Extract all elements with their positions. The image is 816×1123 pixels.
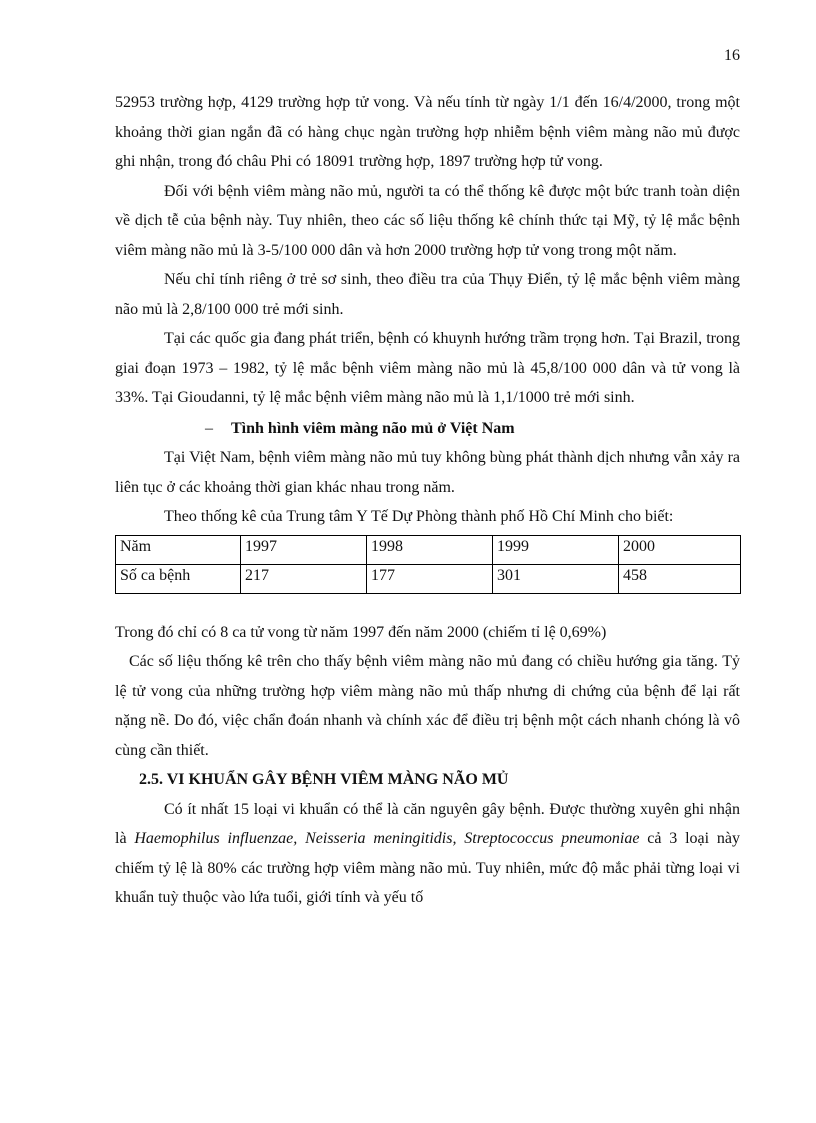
section-heading: 2.5. VI KHUẨN GÂY BỆNH VIÊM MÀNG NÃO MỦ xyxy=(139,771,509,788)
paragraph xyxy=(115,795,740,913)
paragraph: Tại các quốc gia đang phát triển, bệnh có khuynh hướng trầm trọng hơn. Tại Brazil, trong giai đoạn 1973 – 1982, tỷ lệ mắc bệnh viêm màng não mủ là 45,8/100 000 dân và tử vong là 33%. Tại Gioudanni, tỷ lệ mắc bệnh viêm màng não mủ là 1,1/1000 trẻ mới sinh. xyxy=(115,330,740,406)
table-header-row xyxy=(116,535,741,564)
table-cell: 458 xyxy=(619,564,741,593)
paragraph: Tại Việt Nam, bệnh viêm màng não mủ tuy không bùng phát thành dịch nhưng vẫn xảy ra liên tục ở các khoảng thời gian khác nhau trong năm. xyxy=(115,449,740,496)
species-names: Haemophilus influenzae, Neisseria meningitidis, Streptococcus pneumoniae xyxy=(134,830,640,847)
cases-table xyxy=(115,535,741,594)
table-cell: 177 xyxy=(367,564,493,593)
table-cell: 217 xyxy=(241,564,367,593)
table-cell: 1999 xyxy=(493,535,619,564)
bullet-heading-text: Tình hình viêm màng não mủ ở Việt Nam xyxy=(231,419,515,437)
page-number: 16 xyxy=(724,47,740,64)
table-row xyxy=(116,564,741,593)
table-cell: 1998 xyxy=(367,535,493,564)
paragraph: Các số liệu thống kê trên cho thấy bệnh viêm màng não mủ đang có chiều hướng gia tăng. Tỷ lệ tử vong của những trường hợp viêm màng não mủ thấp nhưng di chứng của bệnh để lại rất nặng nề. Do đó, việc chẩn đoán nhanh và chính xác để điều trị bệnh một cách nhanh chóng là vô cùng cần thiết. xyxy=(115,653,740,759)
table-cell: Số ca bệnh xyxy=(116,564,241,593)
paragraph-text: Có ít nhất 15 loại vi khuẩn có thể là căn nguyên gây bệnh. Được thường xuyên ghi nhận là xyxy=(115,800,740,847)
table-cell: Năm xyxy=(116,535,241,564)
paragraph: Trong đó chỉ có 8 ca tử vong từ năm 1997 đến năm 2000 (chiếm tỉ lệ 0,69%) xyxy=(115,623,607,641)
paragraph-text: cả 3 loại này chiếm tỷ lệ là 80% các trường hợp viêm màng não mủ. Tuy nhiên, mức độ mắc phải từng loại vi khuẩn tuỳ thuộc vào lứa tuổi, giới tính và yếu tố xyxy=(115,830,741,906)
table-cell: 1997 xyxy=(241,535,367,564)
paragraph: 52953 trường hợp, 4129 trường hợp tử vong. Và nếu tính từ ngày 1/1 đến 16/4/2000, trong một khoảng thời gian ngắn đã có hàng chục ngàn trường hợp nhiễm bệnh viêm màng não mủ được ghi nhận, trong đó châu Phi có 18091 trường hợp, 1897 trường hợp tử vong. xyxy=(115,94,740,170)
document-body xyxy=(115,88,740,913)
bullet-dash: – xyxy=(205,419,213,437)
table-cell: 2000 xyxy=(619,535,741,564)
paragraph: Nếu chỉ tính riêng ở trẻ sơ sinh, theo điều tra của Thụy Điển, tỷ lệ mắc bệnh viêm màng não mủ là 2,8/100 000 trẻ mới sinh. xyxy=(115,271,740,318)
table-cell: 301 xyxy=(493,564,619,593)
bullet-heading xyxy=(115,414,740,444)
paragraph: Đối với bệnh viêm màng não mủ, người ta có thể thống kê được một bức tranh toàn diện về dịch tễ của bệnh này. Tuy nhiên, theo các số liệu thống kê chính thức tại Mỹ, tỷ lệ mắc bệnh viêm màng não mủ là 3-5/100 000 dân và hơn 2000 trường hợp tử vong trong một năm. xyxy=(115,182,740,259)
paragraph: Theo thống kê của Trung tâm Y Tế Dự Phòng thành phố Hồ Chí Minh cho biết: xyxy=(164,508,674,525)
